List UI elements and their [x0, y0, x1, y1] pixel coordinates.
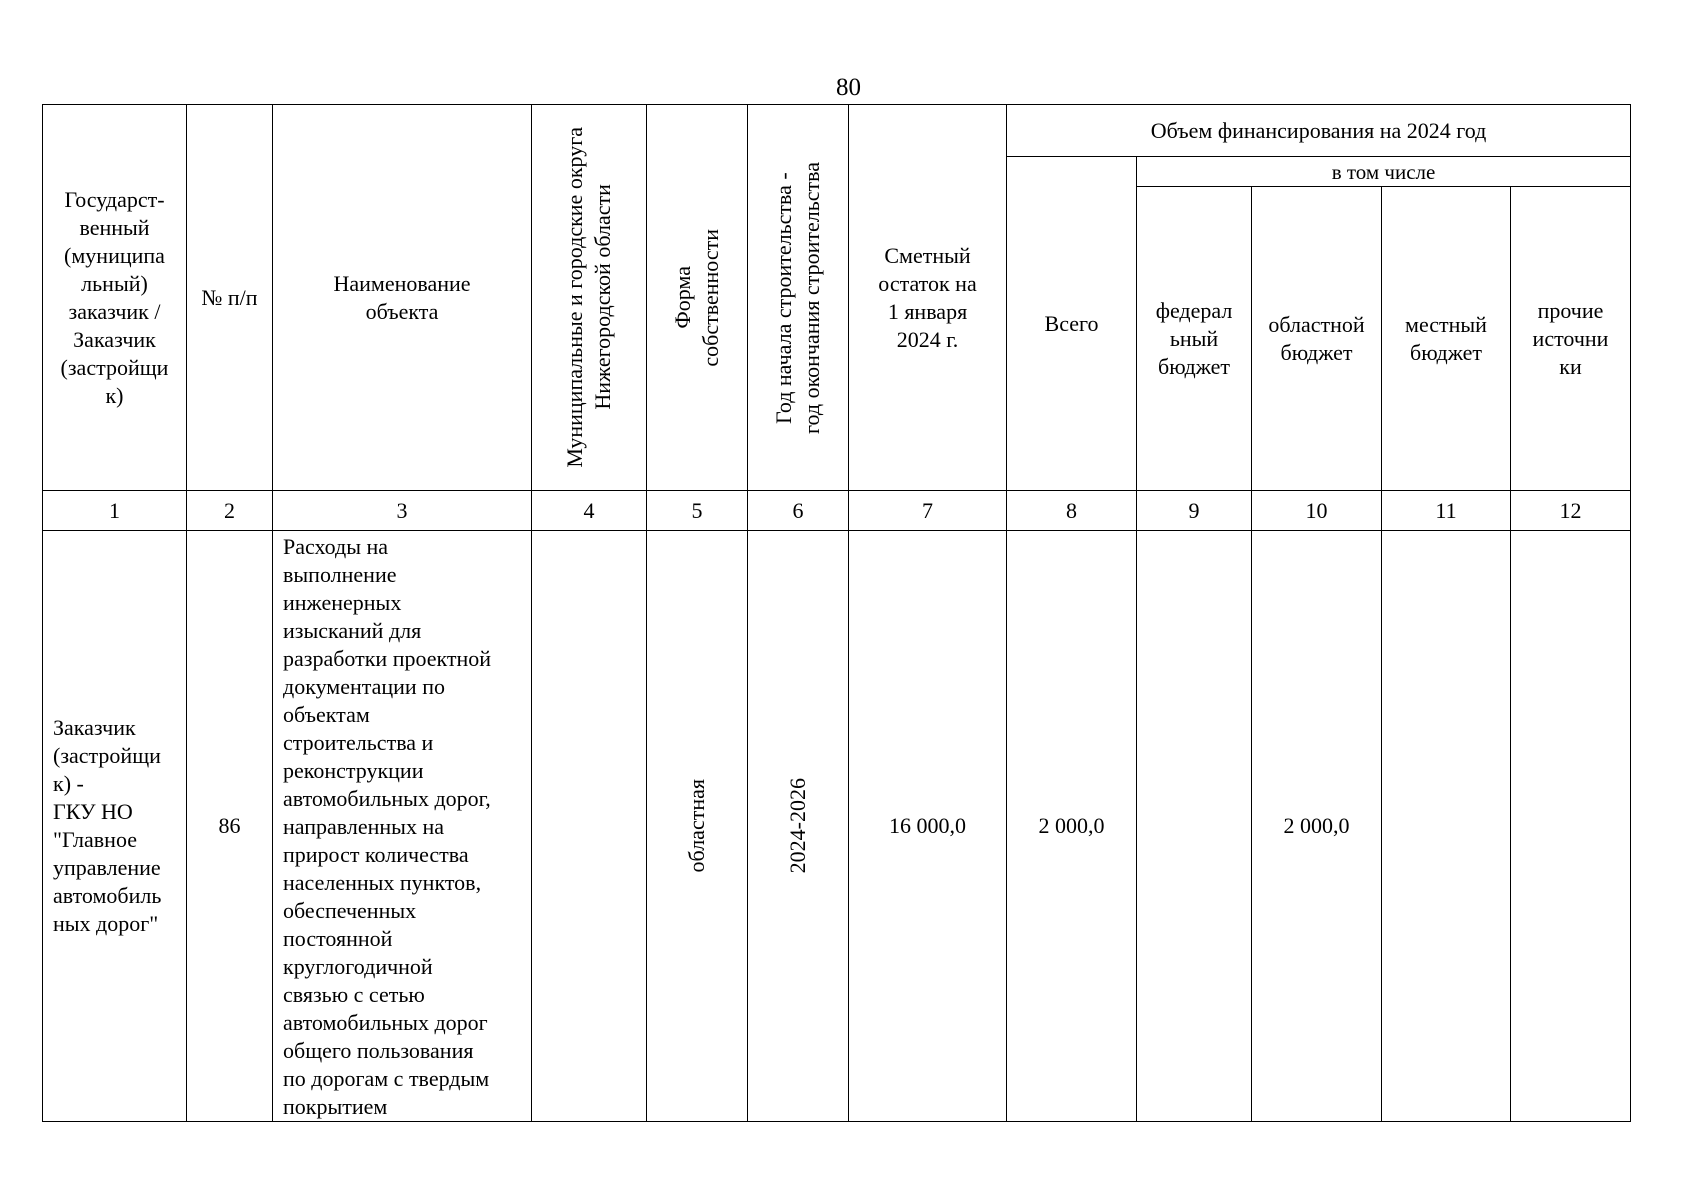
column-number: 9 [1137, 491, 1252, 531]
header-local-budget [1382, 187, 1511, 491]
text-line: автомобиль [53, 883, 162, 908]
text-line: "Главное [53, 827, 137, 852]
header-including: в том числе [1137, 157, 1631, 187]
header-total: Всего [1007, 157, 1137, 491]
column-number: 3 [273, 491, 532, 531]
text-line: Государст- [64, 186, 165, 212]
text-line: прирост количества [283, 842, 469, 867]
text-line: областной [1268, 311, 1365, 337]
text-line: собственности [698, 228, 723, 367]
text-line: Расходы на [283, 534, 389, 559]
row-regional: 2 000,0 [1252, 531, 1382, 1122]
text-line: реконструкции [283, 758, 424, 783]
text-line: к) - [53, 771, 84, 796]
text-line: бюджет [1280, 339, 1353, 365]
column-number: 2 [187, 491, 273, 531]
header-municipal-districts [532, 105, 647, 491]
header-customer [43, 105, 187, 491]
text-line: инженерных [283, 590, 402, 615]
page-number: 80 [836, 74, 861, 101]
column-number: 11 [1382, 491, 1511, 531]
header-funding-2024: Объем финансирования на 2024 год [1007, 105, 1631, 157]
column-number: 7 [849, 491, 1007, 531]
text-line: по дорогам с твердым [283, 1066, 490, 1091]
text-line: бюджет [1158, 353, 1230, 379]
text-line: автомобильных дорог, [283, 786, 491, 811]
text-line: Год начала строительства - [771, 171, 796, 424]
text-line: связью с сетью [283, 982, 425, 1007]
header-regional-budget [1252, 187, 1382, 491]
column-number: 12 [1511, 491, 1631, 531]
financing-table [42, 104, 1631, 1122]
row-total: 2 000,0 [1007, 531, 1137, 1122]
text-line: 2024 г. [896, 326, 959, 352]
row-object-name [273, 531, 532, 1122]
row-federal [1137, 531, 1252, 1122]
text-line: заказчик / [68, 298, 161, 324]
text-line: Наименование [333, 270, 471, 296]
table-row [43, 531, 1631, 1122]
text-line: Муниципальные и городские округа [562, 127, 587, 468]
text-line: выполнение [283, 562, 397, 587]
text-line: общего пользования [283, 1038, 474, 1063]
column-number: 10 [1252, 491, 1382, 531]
text-line: населенных пунктов, [283, 870, 482, 895]
header-object-name [273, 105, 532, 491]
text-line: управление [53, 855, 161, 880]
column-numbers-row [43, 491, 1631, 531]
row-years: 2024-2026 [748, 531, 849, 1122]
text-line: автомобильных дорог [283, 1010, 488, 1035]
column-number: 8 [1007, 491, 1137, 531]
text-line: обеспеченных [283, 898, 417, 923]
text-line: ГКУ НО [53, 799, 133, 824]
text-line: изысканий для [283, 618, 422, 643]
text-line: Сметный [884, 242, 971, 268]
text-line: остаток на [878, 270, 977, 296]
text-line: Нижегородской области [590, 184, 615, 411]
text-line: прочие [1537, 297, 1604, 323]
text-line: источни [1532, 325, 1609, 351]
text-line: (застройщи [60, 354, 169, 380]
row-ownership: областная [647, 531, 748, 1122]
text-line: (застройщи [53, 743, 161, 768]
header-ownership-form [647, 105, 748, 491]
text-line: направленных на [283, 814, 444, 839]
text-line: документации по [283, 674, 445, 699]
text-line: бюджет [1410, 339, 1482, 365]
header-other-sources [1511, 187, 1631, 491]
text-line: ных дорог" [53, 911, 159, 936]
column-number: 1 [43, 491, 187, 531]
text-line: (муниципа [64, 242, 165, 268]
text-line: постоянной [283, 926, 393, 951]
column-number: 6 [748, 491, 849, 531]
column-number: 5 [647, 491, 748, 531]
row-number: 86 [187, 531, 273, 1122]
text-line: разработки проектной [283, 646, 492, 671]
text-line: 1 января [887, 298, 968, 324]
text-line: год окончания строительства [799, 161, 824, 434]
text-line: ки [1559, 353, 1582, 379]
column-number: 4 [532, 491, 647, 531]
row-other [1511, 531, 1631, 1122]
text-line: федерал [1155, 297, 1233, 323]
text-line: объекта [365, 298, 439, 324]
text-line: покрытием [283, 1094, 388, 1119]
text-line: Заказчик [73, 326, 156, 352]
text-line: объектам [283, 702, 370, 727]
text-line: круглогодичной [283, 954, 433, 979]
header-federal-budget [1137, 187, 1252, 491]
text-line: венный [79, 214, 150, 240]
header-row-number: № п/п [187, 105, 273, 491]
text-line: льный) [81, 270, 148, 296]
text-line: Форма [670, 266, 695, 329]
text-line: строительства и [283, 730, 434, 755]
text-line: ьный [1169, 325, 1219, 351]
row-customer [43, 531, 187, 1122]
text-line: местный [1405, 311, 1487, 337]
header-construction-years [748, 105, 849, 491]
row-local [1382, 531, 1511, 1122]
row-estimate-balance: 16 000,0 [849, 531, 1007, 1122]
text-line: Заказчик [53, 715, 136, 740]
row-municipal [532, 531, 647, 1122]
text-line: к) [105, 382, 124, 408]
header-estimate-balance [849, 105, 1007, 491]
